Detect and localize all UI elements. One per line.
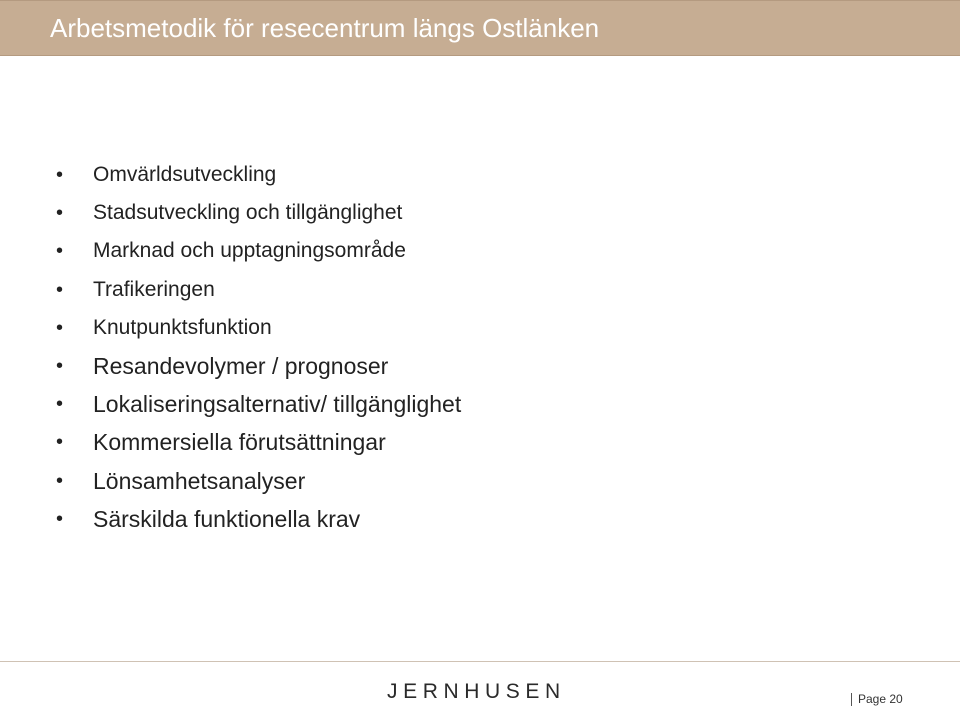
bullet-text: Trafikeringen xyxy=(93,277,215,301)
bullet-text: Knutpunktsfunktion xyxy=(93,315,272,339)
bullet-text: Marknad och upptagningsområde xyxy=(93,239,406,263)
page-number xyxy=(851,692,903,706)
bullet-text: Stadsutveckling och tillgänglighet xyxy=(93,201,403,225)
bullet-text: Kommersiella förutsättningar xyxy=(93,429,386,456)
bullet-text: Lönsamhetsanalyser xyxy=(93,467,306,494)
bullet-text: Omvärldsutveckling xyxy=(93,163,277,186)
bullet-icon: • xyxy=(56,469,64,492)
title-bar xyxy=(0,0,960,56)
bullet-icon: • xyxy=(56,431,64,454)
bullet-icon: • xyxy=(56,354,64,377)
slide-title: Arbetsmetodik för resecentrum längs Ostlänken xyxy=(50,13,600,43)
bullet-icon: • xyxy=(56,393,64,416)
bullet-icon: • xyxy=(56,240,64,263)
bullet-text: Resandevolymer / prognoser xyxy=(93,352,389,379)
bullet-icon: • xyxy=(56,507,64,530)
bullet-icon: • xyxy=(56,202,64,225)
bullet-icon: • xyxy=(56,316,64,339)
bullet-icon: • xyxy=(56,278,64,301)
page-label: Page 20 xyxy=(858,692,903,706)
bullet-text: Lokaliseringsalternativ/ tillgänglighet xyxy=(93,391,462,418)
bullet-text: Särskilda funktionella krav xyxy=(93,505,361,532)
page-separator xyxy=(851,693,852,706)
jernhusen-logo: JERNHUSEN xyxy=(387,680,566,703)
footer-divider xyxy=(0,661,960,662)
bullet-icon: • xyxy=(56,164,64,186)
